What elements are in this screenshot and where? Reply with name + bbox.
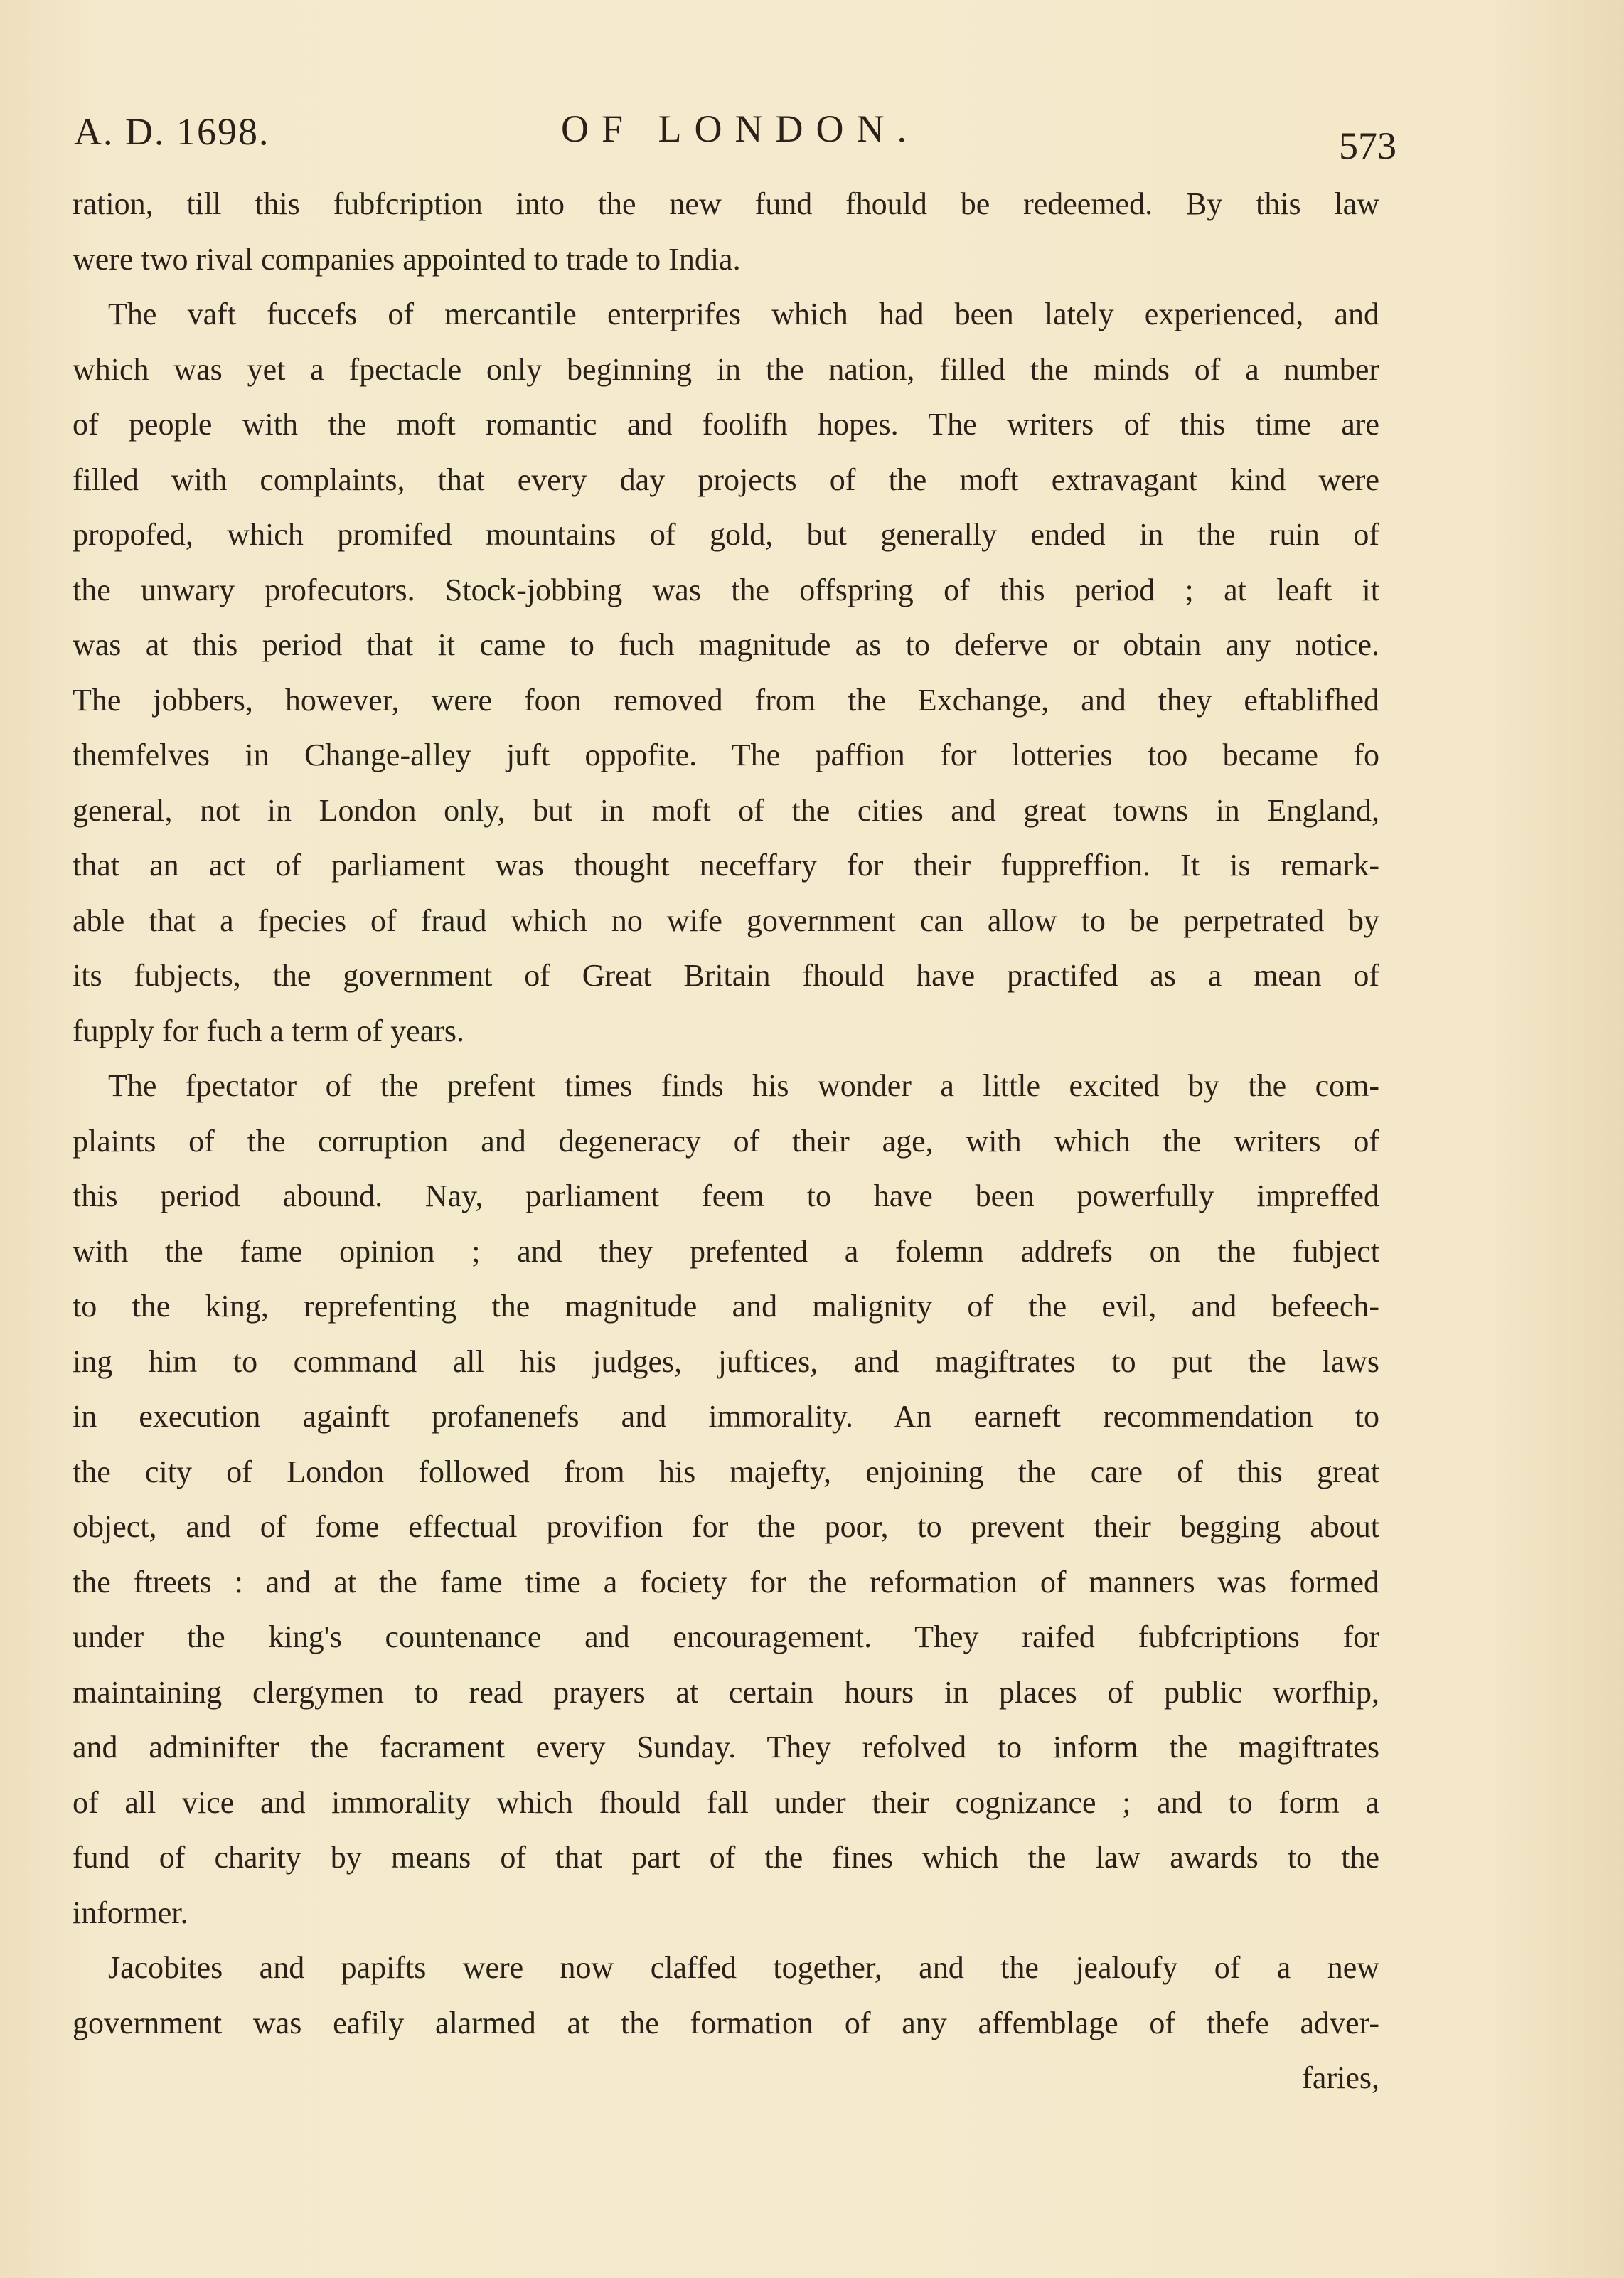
- text-line: The vaft fuccefs of mercantile enterprifes which had been lately experienced, and: [108, 297, 1379, 331]
- text-line: the city of London followed from his majefty, enjoining the care of this great: [73, 1454, 1379, 1489]
- text-line: that an act of parliament was thought neceffary for their fuppreffion. It is remark-: [73, 848, 1379, 883]
- text-line: ration, till this fubfcription into the new fund fhould be redeemed. By this law: [73, 186, 1379, 221]
- text-line: the unwary profecutors. Stock-jobbing was the offspring of this period ; at leaft it: [73, 572, 1379, 607]
- body-text: [73, 176, 1379, 2106]
- text-line: the ftreets : and at the fame time a fociety for the reformation of manners was formed: [73, 1564, 1379, 1600]
- text-line: to the king, reprefenting the magnitude and malignity of the evil, and befeech-: [73, 1289, 1379, 1324]
- text-line: and adminifter the facrament every Sunday. They refolved to inform the magiftrates: [73, 1730, 1379, 1765]
- text-line: informer.: [73, 1895, 188, 1930]
- text-line: with the fame opinion ; and they prefented a folemn addrefs on the fubject: [73, 1233, 1379, 1269]
- text-line: The fpectator of the prefent times finds his wonder a little excited by the com-: [108, 1068, 1379, 1103]
- text-line: fund of charity by means of that part of the fines which the law awards to the: [73, 1840, 1379, 1875]
- text-line: under the king's countenance and encouragement. They raifed fubfcriptions for: [73, 1619, 1379, 1654]
- text-line: of all vice and immorality which fhould fall under their cognizance ; and to form a: [73, 1784, 1379, 1820]
- text-line: maintaining clergymen to read prayers at certain hours in places of public worfhip,: [73, 1674, 1379, 1710]
- text-line: was at this period that it came to fuch magnitude as to deferve or obtain any notice.: [73, 627, 1379, 662]
- text-line: this period abound. Nay, parliament feem to have been powerfully impreffed: [73, 1178, 1379, 1213]
- text-line: plaints of the corruption and degeneracy of their age, with which the writers of: [73, 1123, 1379, 1159]
- text-line: filled with complaints, that every day projects of the moft extravagant kind were: [73, 462, 1379, 497]
- text-line: of people with the moft romantic and foolifh hopes. The writers of this time are: [73, 407, 1379, 442]
- running-head: [74, 100, 1396, 167]
- text-line: able that a fpecies of fraud which no wife government can allow to be perpetrated by: [73, 903, 1379, 938]
- text-line: which was yet a fpectacle only beginning in the nation, filled the minds of a number: [73, 351, 1379, 387]
- text-line: government was eafily alarmed at the formation of any affemblage of thefe adver-: [73, 2005, 1379, 2040]
- text-line: were two rival companies appointed to trade to India.: [73, 241, 741, 277]
- text-line: its fubjects, the government of Great Britain fhould have practifed as a mean of: [73, 958, 1379, 993]
- text-line: general, not in London only, but in moft of the cities and great towns in England,: [73, 792, 1379, 828]
- text-line: in execution againft profanenefs and immorality. An earneft recommendation to: [73, 1399, 1379, 1434]
- running-head-title: OF LONDON.: [561, 107, 919, 150]
- page-number: 573: [1339, 124, 1396, 167]
- text-line: propofed, which promifed mountains of gold, but generally ended in the ruin of: [73, 517, 1379, 552]
- text-line: fupply for fuch a term of years.: [73, 1013, 465, 1048]
- text-line: Jacobites and papifts were now claffed together, and the jealoufy of a new: [108, 1950, 1379, 1985]
- text-line: object, and of fome effectual provifion for the poor, to prevent their begging about: [73, 1509, 1379, 1544]
- catchword: faries,: [1302, 2060, 1379, 2095]
- text-line: themfelves in Change-alley juft oppofite. The paffion for lotteries too became fo: [73, 738, 1379, 772]
- running-head-date: A. D. 1698.: [74, 110, 270, 153]
- text-line: The jobbers, however, were foon removed from the Exchange, and they eftablifhed: [73, 682, 1379, 718]
- text-line: ing him to command all his judges, juftices, and magiftrates to put the laws: [73, 1343, 1379, 1379]
